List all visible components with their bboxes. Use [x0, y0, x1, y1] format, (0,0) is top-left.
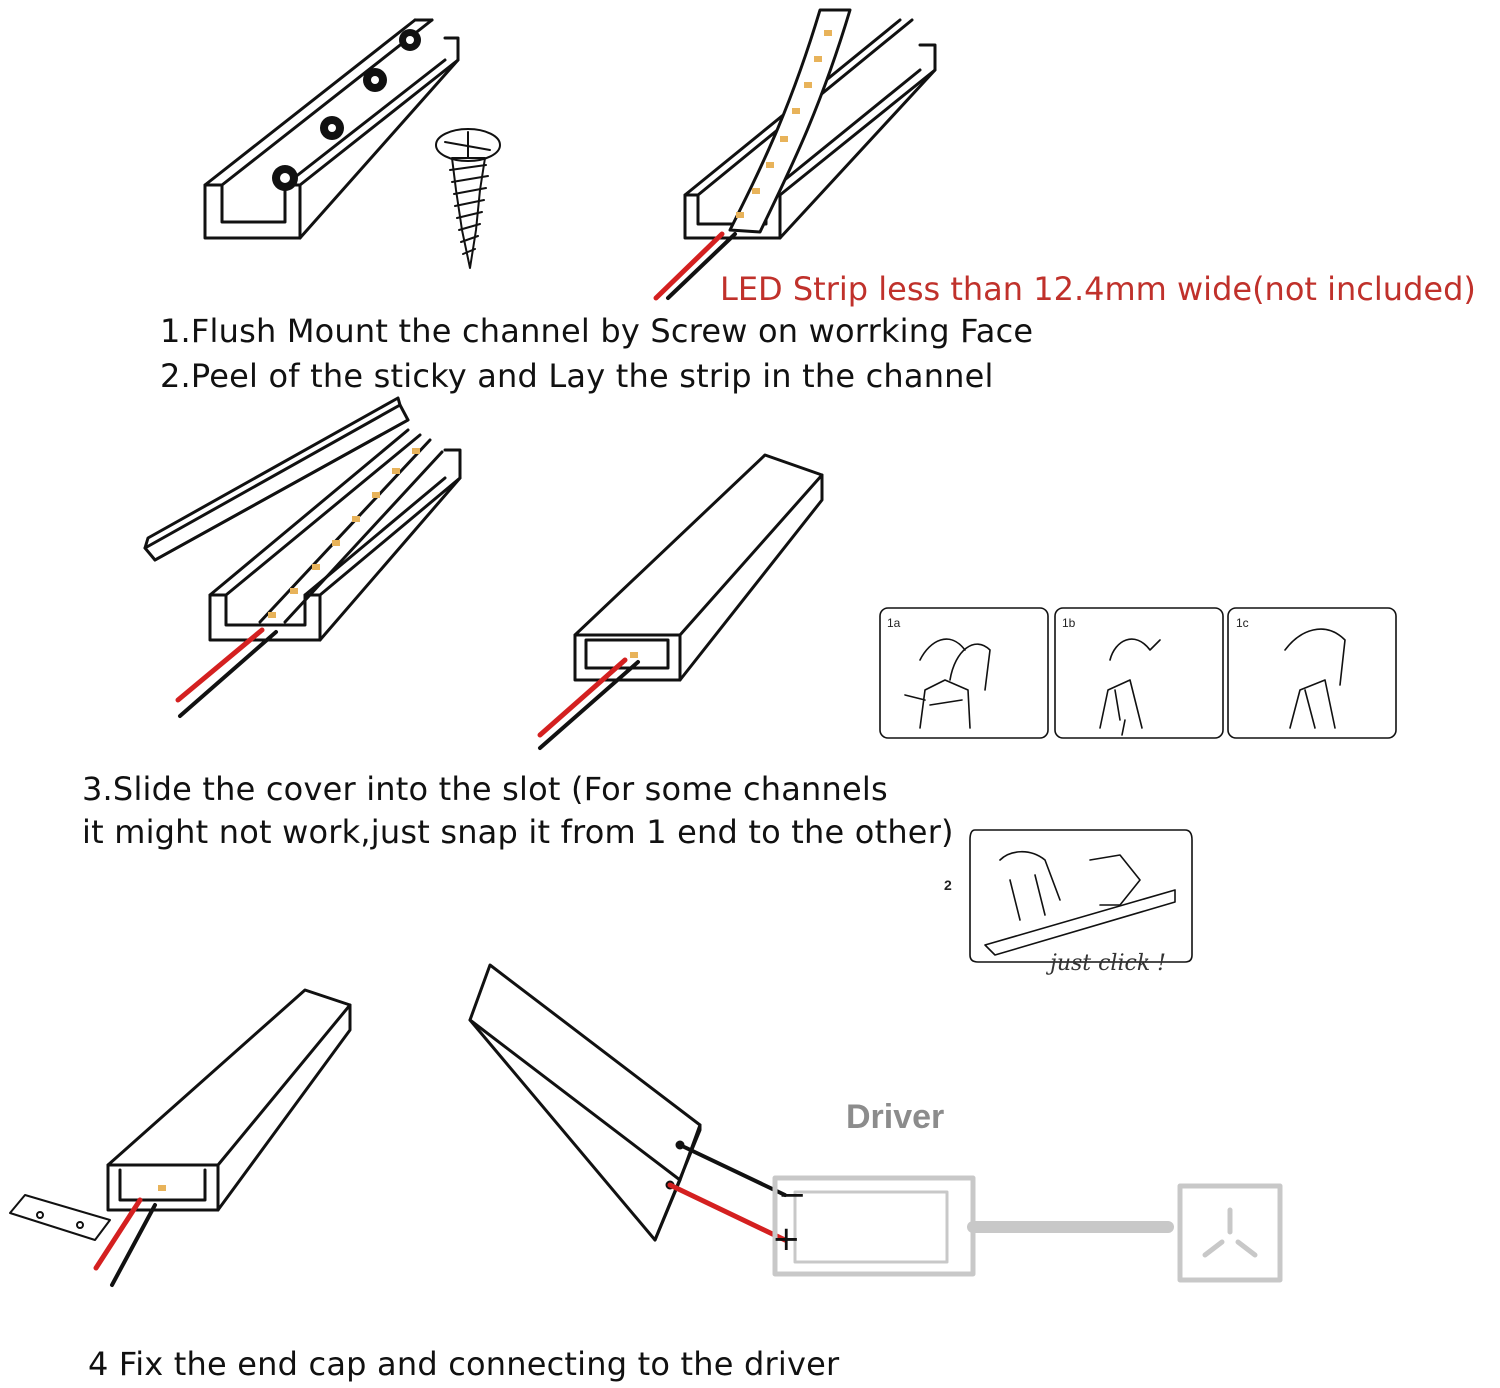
- panel-label-2: 2: [944, 877, 952, 893]
- led-strip-note: LED Strip less than 12.4mm wide(not included): [720, 270, 1476, 308]
- inset-panel-2: [970, 830, 1192, 962]
- wire-red: [540, 660, 625, 735]
- panel-label-1b: 1b: [1062, 616, 1076, 630]
- step-3-caption-line2: it might not work,just snap it from 1 end to the other): [82, 813, 954, 851]
- step-1-caption: 1.Flush Mount the channel by Screw on worrking Face: [160, 312, 1034, 350]
- step-3-caption-line1: 3.Slide the cover into the slot (For some channels: [82, 770, 888, 808]
- channel-end-view: [108, 990, 350, 1210]
- screw-holes: [272, 29, 421, 191]
- step-2-caption: 2.Peel of the sticky and Lay the strip in the channel: [160, 357, 994, 395]
- screw-icon: [436, 129, 500, 268]
- plus-terminal: +: [772, 1219, 801, 1259]
- wire-black: [540, 662, 638, 748]
- driver-label: Driver: [846, 1098, 945, 1136]
- panel-label-1a: 1a: [887, 616, 901, 630]
- closed-channel: [575, 455, 822, 680]
- wire-black: [180, 632, 276, 716]
- inset-panels-1: [880, 608, 1396, 738]
- wire-black: [680, 1145, 785, 1195]
- wire-red: [656, 234, 722, 298]
- led-strip-peeling: [730, 10, 850, 232]
- wire-black: [112, 1205, 155, 1285]
- driver-box: [775, 1178, 1168, 1274]
- just-click-text: just click !: [1050, 951, 1166, 976]
- end-cap: [10, 1195, 110, 1240]
- step-4-caption: 4 Fix the end cap and connecting to the driver: [88, 1345, 840, 1383]
- minus-terminal: −: [778, 1175, 807, 1215]
- wire-red: [670, 1185, 785, 1240]
- closed-channel-to-driver: [470, 965, 700, 1240]
- power-socket-icon: [1180, 1186, 1280, 1280]
- panel-label-1c: 1c: [1236, 616, 1249, 630]
